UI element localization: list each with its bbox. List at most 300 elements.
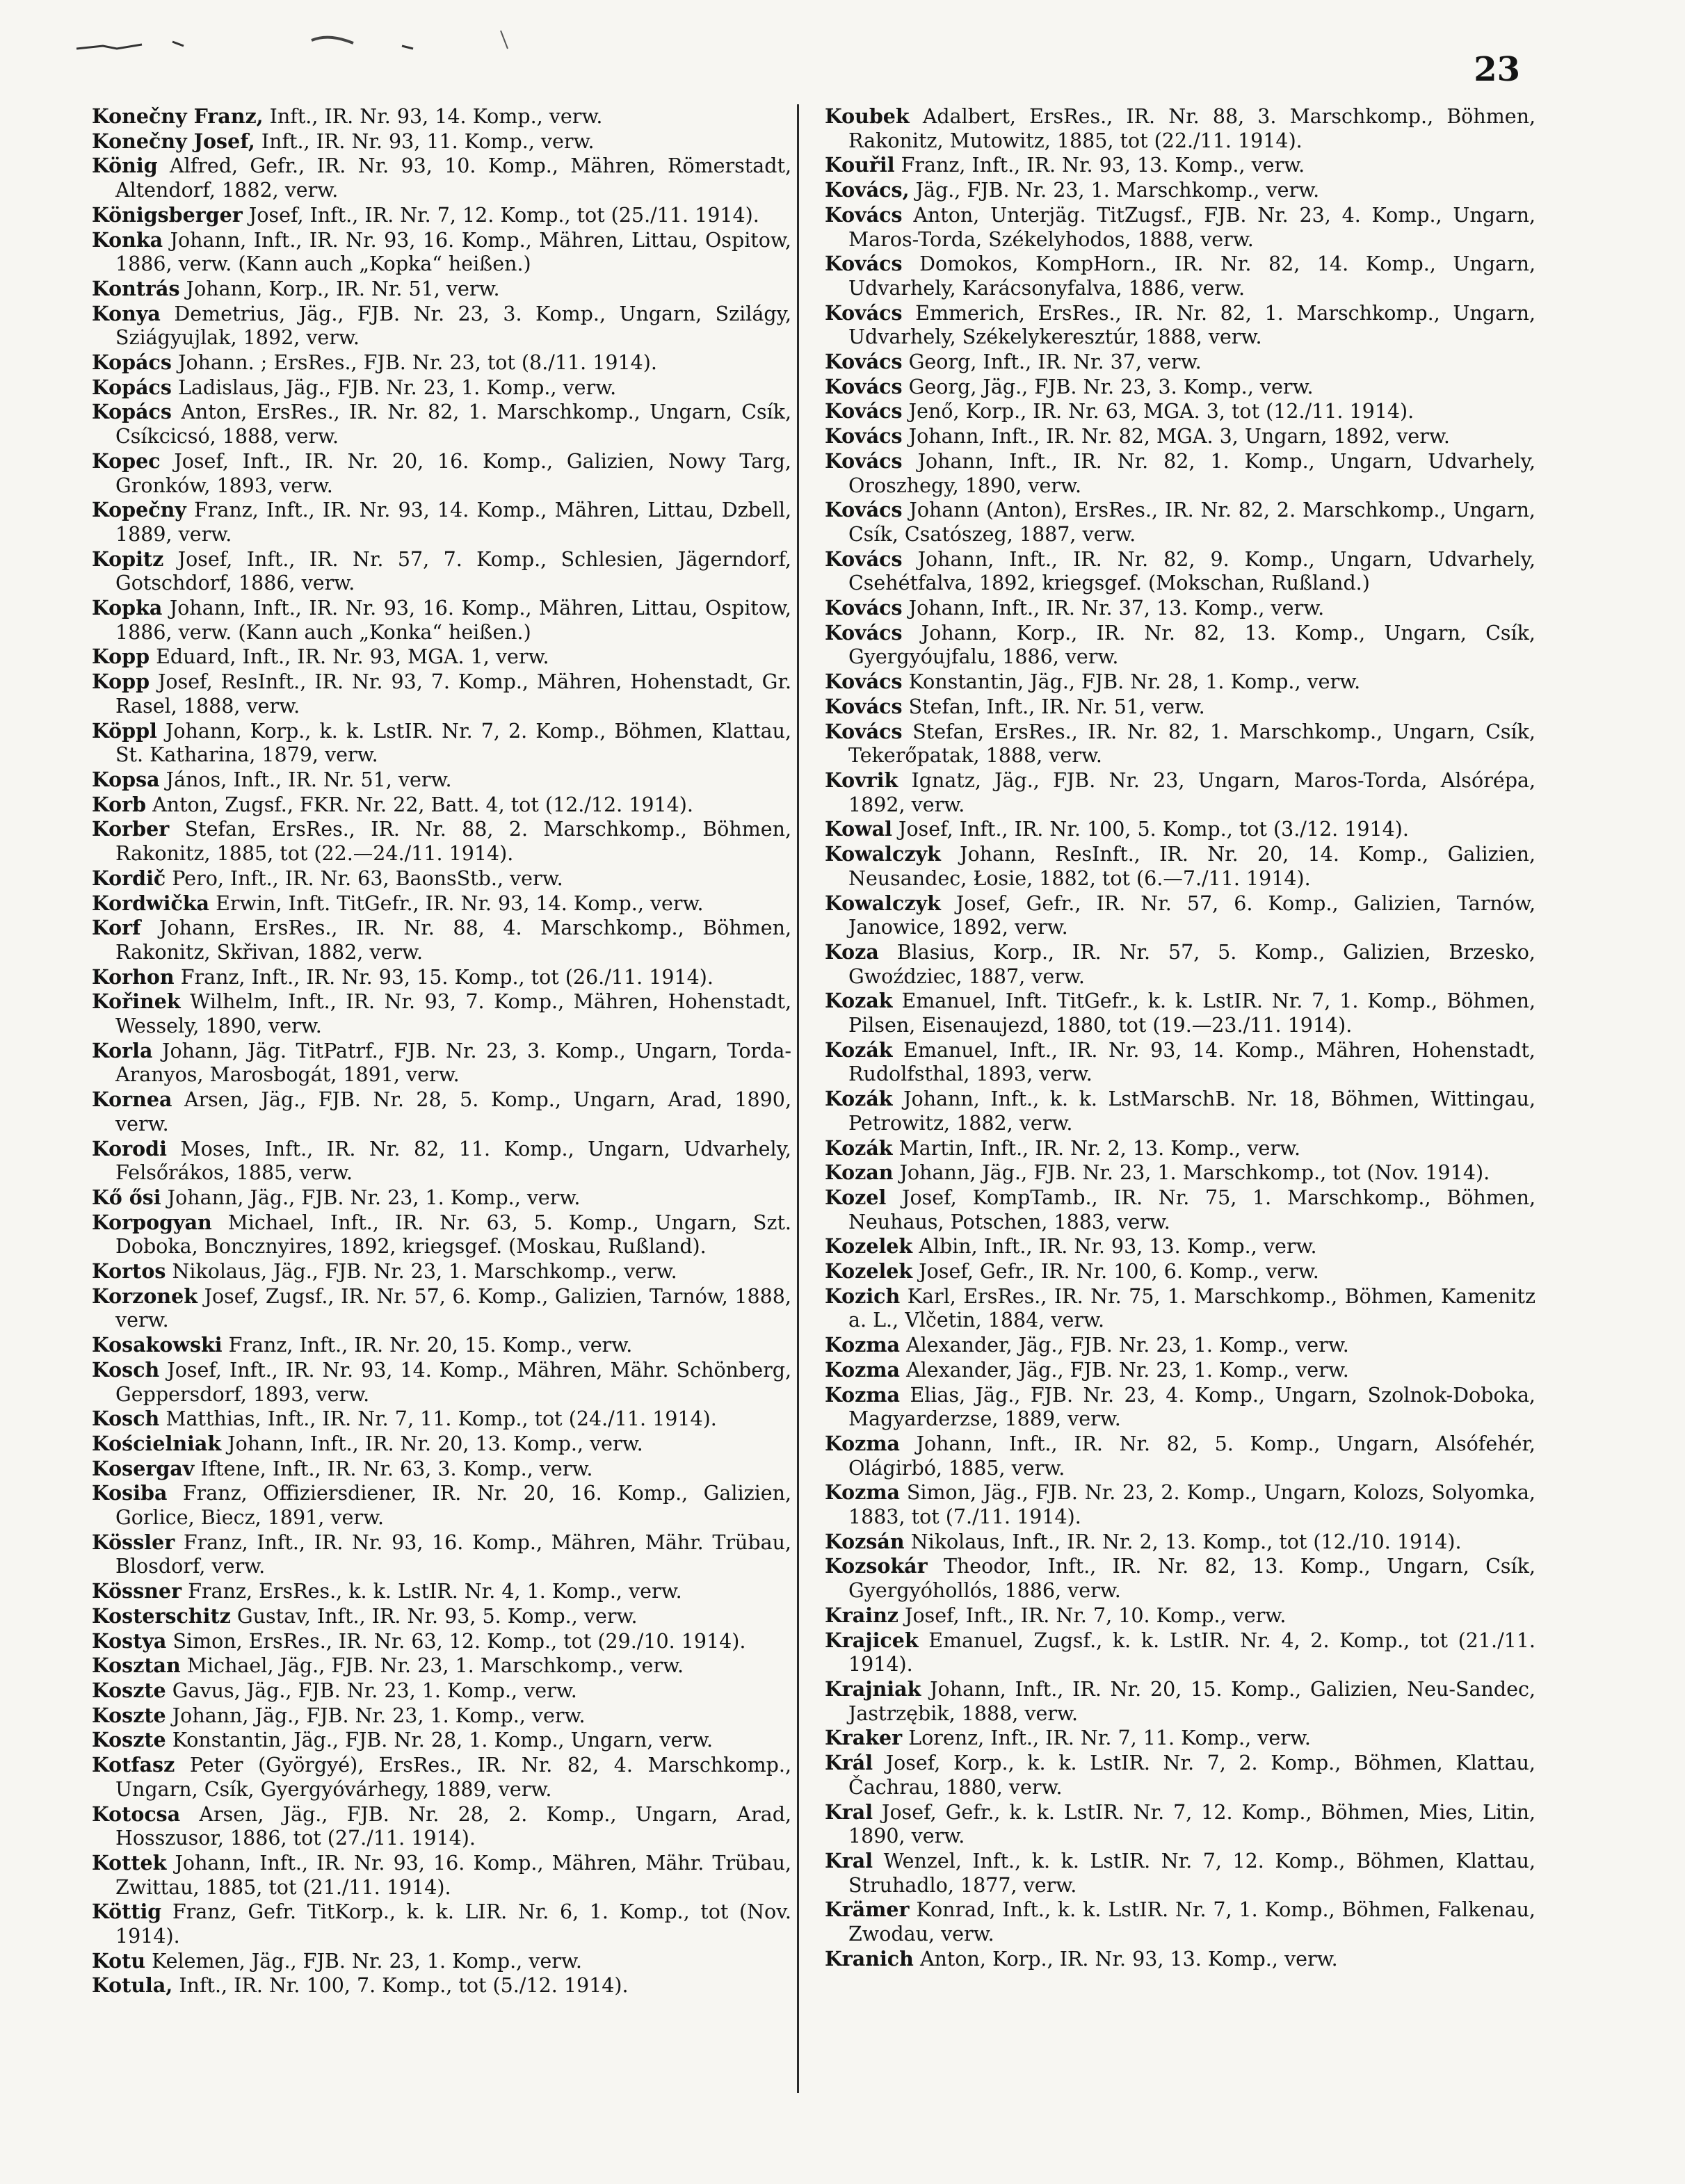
entry-details: Johann, ResInft., IR. Nr. 20, 14. Komp., Galizien, Neusandec, Łosie, 1882, tot (6.—7./11. 1914). — [848, 843, 1536, 890]
entry-details: Matthias, Inft., IR. Nr. 7, 11. Komp., tot (24./11. 1914). — [166, 1407, 717, 1431]
register-entry — [92, 719, 791, 768]
entry-surname: Kotfasz — [92, 1753, 175, 1777]
register-entry — [825, 449, 1535, 498]
entry-details: Josef, Gefr., IR. Nr. 57, 6. Komp., Galizien, Tarnów, Janowice, 1892, verw. — [848, 891, 1536, 939]
entry-details: Franz, Inft., IR. Nr. 93, 14. Komp., Mähren, Littau, Dzbell, 1889, verw. — [115, 499, 791, 546]
entry-surname: Kouřil — [825, 153, 895, 177]
register-entry — [92, 916, 791, 964]
entry-surname: Kozel — [825, 1185, 887, 1209]
entry-surname: Kozák — [825, 1135, 893, 1160]
entry-surname: Koszte — [92, 1703, 166, 1727]
register-entry — [92, 1851, 791, 1900]
register-entry — [825, 1800, 1535, 1849]
entry-details: Jenő, Korp., IR. Nr. 63, MGA. 3, tot (12./11. 1914). — [908, 400, 1414, 423]
entry-details: Johann, Korp., k. k. LstIR. Nr. 7, 2. Komp., Böhmen, Klattau, St. Katharina, 1879, verw. — [115, 719, 791, 767]
entry-details: Josef, Korp., k. k. LstIR. Nr. 7, 2. Komp., Böhmen, Klattau, Čachrau, 1880, verw. — [848, 1752, 1535, 1799]
register-entry — [92, 1802, 791, 1851]
register-entry — [92, 400, 791, 448]
entry-surname: Kovács, — [825, 178, 910, 202]
register-entry — [825, 1628, 1535, 1677]
register-entry — [825, 1333, 1535, 1358]
page-number: 23 — [1474, 50, 1520, 89]
entry-details: Martin, Inft., IR. Nr. 2, 13. Komp., verw. — [898, 1136, 1301, 1160]
register-entry — [92, 1629, 791, 1654]
entry-surname: Kő ősi — [92, 1185, 161, 1209]
register-entry — [825, 1898, 1535, 1946]
register-entry — [825, 203, 1535, 252]
entry-surname: Kottek — [92, 1850, 167, 1875]
entry-details: Johann, Jäg., FJB. Nr. 23, 1. Marschkomp., tot (Nov. 1914). — [899, 1161, 1490, 1185]
register-entry — [92, 1653, 791, 1679]
entry-surname: Krajicek — [825, 1628, 919, 1652]
register-entry — [92, 989, 791, 1038]
entry-details: Gavus, Jäg., FJB. Nr. 23, 1. Komp., verw. — [172, 1679, 577, 1702]
entry-surname: Kosakowski — [92, 1333, 223, 1357]
entry-details: Iftene, Inft., IR. Nr. 63, 3. Komp., verw. — [200, 1457, 593, 1480]
register-entry — [92, 645, 791, 670]
entry-details: Inft., IR. Nr. 93, 11. Komp., verw. — [261, 129, 595, 153]
register-entry — [92, 1284, 791, 1333]
entry-details: Johann, Jäg., FJB. Nr. 23, 1. Komp., verw. — [172, 1704, 586, 1727]
entry-surname: Konečny Josef, — [92, 129, 255, 153]
entry-details: Emanuel, Inft. TitGefr., k. k. LstIR. Nr. 7, 1. Komp., Böhmen, Pilsen, Eisenaujezd, 1880, tot (19.—23./11. 1914). — [848, 989, 1536, 1037]
entry-details: Emanuel, Zugsf., k. k. LstIR. Nr. 4, 2. Komp., tot (21./11. 1914). — [848, 1628, 1535, 1676]
entry-surname: Kowalczyk — [825, 842, 941, 866]
entry-surname: Kornea — [92, 1087, 172, 1112]
column-divider — [797, 104, 799, 2093]
register-entry — [92, 1432, 791, 1457]
entry-surname: Kopp — [92, 670, 150, 694]
entry-details: Johann, Inft., IR. Nr. 20, 15. Komp., Galizien, Neu-Sandec, Jastrzębik, 1888, verw. — [848, 1678, 1536, 1725]
entry-details: Josef, KompTamb., IR. Nr. 75, 1. Marschkomp., Böhmen, Neuhaus, Potschen, 1883, verw. — [848, 1186, 1536, 1233]
entry-surname: Kozák — [825, 1087, 893, 1111]
entry-details: Inft., IR. Nr. 93, 14. Komp., verw. — [269, 105, 603, 128]
entry-surname: Koza — [825, 939, 879, 964]
register-entry — [92, 498, 791, 547]
register-entry — [92, 1753, 791, 1802]
entry-surname: Krämer — [825, 1898, 910, 1922]
entry-surname: Kral — [825, 1848, 873, 1872]
entry-details: Johann, Jäg. TitPatrf., FJB. Nr. 23, 3. Komp., Ungarn, Torda-Aranyos, Marosbogát, 1891, verw. — [115, 1039, 791, 1087]
entry-details: Johann (Anton), ErsRes., IR. Nr. 82, 2. Marschkomp., Ungarn, Csík, Csatószeg, 1887, verw. — [848, 499, 1535, 546]
entry-surname: Kozak — [825, 989, 893, 1013]
entry-surname: Kosch — [92, 1407, 160, 1431]
entry-surname: Kopács — [92, 400, 172, 424]
register-entry — [825, 498, 1535, 547]
entry-details: Emmerich, ErsRes., IR. Nr. 82, 1. Marschkomp., Ungarn, Udvarhely, Székelykeresztúr, 1888, verw. — [848, 301, 1536, 349]
register-entry — [92, 1333, 791, 1358]
register-entry — [825, 1603, 1535, 1628]
entry-surname: Koszte — [92, 1679, 166, 1702]
register-entry — [825, 301, 1535, 350]
register-entry — [92, 866, 791, 891]
entry-details: Wilhelm, Inft., IR. Nr. 93, 7. Komp., Mähren, Hohenstadt, Wessely, 1890, verw. — [115, 990, 792, 1038]
register-entry — [92, 1087, 791, 1136]
entry-surname: Kosiba — [92, 1481, 168, 1505]
entry-details: Arsen, Jäg., FJB. Nr. 28, 5. Komp., Ungarn, Arad, 1890, verw. — [115, 1088, 791, 1135]
entry-surname: Král — [825, 1751, 873, 1775]
entry-details: Simon, ErsRes., IR. Nr. 63, 12. Komp., tot (29./10. 1914). — [172, 1629, 746, 1653]
entry-details: Karl, ErsRes., IR. Nr. 75, 1. Marschkomp., Böhmen, Kamenitz a. L., Vlčetin, 1884, verw. — [848, 1284, 1535, 1332]
register-entry — [92, 1973, 791, 1998]
entry-details: Anton, Unterjäg. TitZugsf., FJB. Nr. 23, 4. Komp., Ungarn, Maros-Torda, Székelyhodos, 1888, verw. — [848, 203, 1535, 251]
entry-details: Josef, Gefr., IR. Nr. 100, 6. Komp., verw. — [919, 1260, 1319, 1284]
entry-surname: Kozma — [825, 1333, 900, 1357]
entry-surname: Kowal — [825, 817, 892, 841]
entry-surname: Kozsokár — [825, 1554, 928, 1578]
entry-details: Josef, Inft., IR. Nr. 20, 16. Komp., Galizien, Nowy Targ, Gronków, 1893, verw. — [115, 449, 791, 497]
entry-details: Johann, ErsRes., IR. Nr. 88, 4. Marschkomp., Böhmen, Rakonitz, Skřivan, 1882, verw. — [115, 916, 792, 964]
entry-surname: Kovács — [825, 547, 903, 571]
entry-details: Ladislaus, Jäg., FJB. Nr. 23, 1. Komp., verw. — [178, 375, 617, 399]
register-entry — [825, 1726, 1535, 1751]
register-entry — [825, 1849, 1535, 1898]
register-entry — [825, 621, 1535, 670]
entry-details: Erwin, Inft. TitGefr., IR. Nr. 93, 14. Komp., verw. — [216, 891, 704, 915]
entry-details: János, Inft., IR. Nr. 51, verw. — [166, 768, 452, 791]
entry-surname: Kovács — [825, 374, 903, 398]
entry-surname: Kopka — [92, 596, 163, 620]
register-entry — [92, 1679, 791, 1704]
entry-surname: Kovács — [825, 350, 903, 374]
register-entry — [92, 1579, 791, 1604]
register-entry — [92, 277, 791, 302]
entry-surname: Korber — [92, 817, 170, 841]
entry-details: Wenzel, Inft., k. k. LstIR. Nr. 7, 12. Komp., Böhmen, Klattau, Struhadlo, 1877, verw. — [848, 1849, 1536, 1897]
entry-surname: Kopács — [92, 350, 172, 375]
register-entry — [825, 178, 1535, 203]
register-entry — [825, 1554, 1535, 1603]
entry-details: Albin, Inft., IR. Nr. 93, 13. Komp., verw. — [919, 1235, 1317, 1259]
register-entry — [92, 1530, 791, 1579]
entry-surname: Köppl — [92, 718, 157, 743]
entry-surname: Köttig — [92, 1900, 162, 1924]
entry-details: Pero, Inft., IR. Nr. 63, BaonsStb., verw. — [172, 866, 563, 890]
entry-details: Stefan, ErsRes., IR. Nr. 82, 1. Marschkomp., Ungarn, Csík, Tekerőpatak, 1888, verw. — [848, 720, 1535, 768]
entry-surname: Kovács — [825, 448, 903, 473]
register-entry — [92, 129, 791, 154]
entry-surname: Kral — [825, 1799, 873, 1824]
entry-surname: Kovács — [825, 202, 903, 227]
register-entry — [825, 252, 1535, 300]
register-entry — [825, 375, 1535, 400]
register-entry — [92, 104, 791, 129]
entry-surname: Koubek — [825, 104, 910, 128]
entry-surname: Kořinek — [92, 989, 181, 1014]
entry-surname: Kozelek — [825, 1259, 913, 1284]
entry-details: Johann, Inft., IR. Nr. 20, 13. Komp., verw. — [227, 1432, 643, 1455]
entry-details: Johann. ; ErsRes., FJB. Nr. 23, tot (8./11. 1914). — [178, 351, 657, 375]
entry-surname: Kovács — [825, 596, 903, 620]
entry-surname: Korpogyan — [92, 1210, 212, 1234]
register-entry — [92, 817, 791, 866]
entry-details: Josef, Inft., IR. Nr. 93, 14. Komp., Mähren, Mähr. Schönberg, Geppersdorf, 1893, verw. — [115, 1358, 791, 1406]
entry-details: Josef, Gefr., k. k. LstIR. Nr. 7, 12. Komp., Böhmen, Mies, Litin, 1890, verw. — [848, 1800, 1536, 1848]
entry-details: Adalbert, ErsRes., IR. Nr. 88, 3. Marschkomp., Böhmen, Rakonitz, Mutowitz, 1885, tot (22./11. 1914). — [848, 105, 1535, 152]
register-entry — [825, 817, 1535, 842]
entry-surname: Kotocsa — [92, 1802, 181, 1826]
register-entry — [92, 891, 791, 916]
entry-surname: Kovács — [825, 498, 903, 522]
register-entry — [825, 989, 1535, 1037]
entry-details: Johann, Inft., IR. Nr. 82, 1. Komp., Ungarn, Udvarhely, Oroszhegy, 1890, verw. — [848, 449, 1535, 497]
entry-details: Johann, Korp., IR. Nr. 51, verw. — [186, 277, 500, 300]
entry-details: Johann, Inft., k. k. LstMarschB. Nr. 18, Böhmen, Wittingau, Petrowitz, 1882, verw. — [848, 1087, 1536, 1135]
entry-details: Inft., IR. Nr. 100, 7. Komp., tot (5./12. 1914). — [179, 1974, 629, 1998]
entry-details: Josef, Inft., IR. Nr. 7, 12. Komp., tot (25./11. 1914). — [248, 203, 759, 227]
entry-details: Demetrius, Jäg., FJB. Nr. 23, 3. Komp., Ungarn, Szilágy, Sziágyujlak, 1892, verw. — [115, 302, 791, 350]
entry-surname: Kovács — [825, 694, 903, 718]
entry-surname: Kovács — [825, 424, 903, 448]
entry-surname: Kosztan — [92, 1653, 181, 1678]
register-entry — [825, 891, 1535, 940]
entry-surname: Korhon — [92, 964, 175, 989]
entry-surname: Kozma — [825, 1382, 900, 1407]
entry-surname: Kozma — [825, 1357, 900, 1382]
register-entry — [92, 203, 791, 228]
entry-details: Nikolaus, Inft., IR. Nr. 2, 13. Komp., tot (12./10. 1914). — [910, 1530, 1462, 1553]
entry-surname: Kopečny — [92, 498, 186, 522]
entry-surname: Kosterschitz — [92, 1603, 231, 1628]
entry-surname: Kosergav — [92, 1456, 195, 1480]
register-entry — [92, 1259, 791, 1284]
entry-surname: Konka — [92, 227, 163, 252]
entry-surname: Kovrik — [825, 768, 898, 792]
entry-surname: Kordič — [92, 866, 166, 890]
entry-details: Franz, Inft., IR. Nr. 93, 13. Komp., verw. — [901, 154, 1305, 177]
register-entry — [825, 1530, 1535, 1555]
register-entry — [92, 670, 791, 718]
register-entry — [92, 154, 791, 202]
entry-details: Lorenz, Inft., IR. Nr. 7, 11. Komp., verw. — [908, 1726, 1311, 1750]
entry-details: Anton, ErsRes., IR. Nr. 82, 1. Marschkomp., Ungarn, Csík, Csíkcicsó, 1888, verw. — [115, 401, 792, 448]
register-entry — [825, 940, 1535, 989]
register-entry — [92, 1358, 791, 1407]
entry-surname: Kościelniak — [92, 1431, 222, 1455]
entry-surname: Kössner — [92, 1579, 182, 1603]
register-entry — [825, 720, 1535, 768]
right-column — [825, 104, 1535, 1971]
register-entry — [92, 1137, 791, 1186]
entry-details: Franz, Inft., IR. Nr. 93, 16. Komp., Mähren, Mähr. Trübau, Blosdorf, verw. — [115, 1530, 791, 1578]
entry-details: Konrad, Inft., k. k. LstIR. Nr. 7, 1. Komp., Böhmen, Falkenau, Zwodau, verw. — [848, 1898, 1535, 1946]
entry-surname: Kovács — [825, 620, 903, 645]
register-entry — [825, 842, 1535, 891]
entry-surname: Kosch — [92, 1357, 160, 1382]
register-entry — [92, 350, 791, 375]
register-entry — [92, 1949, 791, 1974]
register-entry — [92, 1728, 791, 1753]
register-entry — [825, 1432, 1535, 1480]
entry-surname: Kortos — [92, 1259, 166, 1284]
entry-details: Stefan, ErsRes., IR. Nr. 88, 2. Marschkomp., Böhmen, Rakonitz, 1885, tot (22.—24./11. 1914). — [115, 818, 791, 866]
entry-details: Michael, Inft., IR. Nr. 63, 5. Komp., Ungarn, Szt. Doboka, Boncznyires, 1892, kriegsgef. (Moskau, Rußland). — [115, 1211, 791, 1259]
entry-surname: Kopács — [92, 375, 172, 399]
register-entry — [825, 1259, 1535, 1284]
register-entry — [92, 1900, 791, 1948]
register-entry — [825, 670, 1535, 695]
register-entry — [825, 399, 1535, 424]
register-entry — [825, 1186, 1535, 1234]
entry-surname: Kozsán — [825, 1529, 905, 1553]
entry-surname: Kopec — [92, 448, 161, 473]
entry-details: Moses, Inft., IR. Nr. 82, 11. Komp., Ungarn, Udvarhely, Felsőrákos, 1885, verw. — [115, 1137, 791, 1185]
entry-surname: Kostya — [92, 1628, 167, 1653]
entry-surname: Korodi — [92, 1136, 167, 1160]
register-entry — [92, 596, 791, 645]
register-entry — [92, 547, 791, 596]
entry-surname: Kopitz — [92, 547, 164, 571]
entry-details: Franz, ErsRes., k. k. LstIR. Nr. 4, 1. Komp., verw. — [188, 1580, 682, 1603]
register-entry — [92, 965, 791, 990]
left-column — [92, 104, 791, 1998]
register-entry — [825, 1087, 1535, 1135]
entry-details: Kelemen, Jäg., FJB. Nr. 23, 1. Komp., verw. — [152, 1949, 582, 1973]
register-entry — [92, 302, 791, 350]
entry-details: Josef, ResInft., IR. Nr. 93, 7. Komp., Mähren, Hohenstadt, Gr. Rasel, 1888, verw. — [115, 670, 792, 718]
register-entry — [92, 1604, 791, 1629]
entry-details: Georg, Jäg., FJB. Nr. 23, 3. Komp., verw. — [908, 375, 1314, 398]
entry-surname: Kovács — [825, 300, 903, 325]
entry-surname: König — [92, 154, 158, 178]
entry-surname: Krajniak — [825, 1677, 921, 1701]
register-entry — [825, 1383, 1535, 1432]
entry-details: Johann, Inft., IR. Nr. 93, 16. Komp., Mähren, Mähr. Trübau, Zwittau, 1885, tot (21./11. 1914). — [115, 1851, 791, 1899]
entry-surname: Konya — [92, 301, 161, 325]
entry-details: Franz, Gefr. TitKorp., k. k. LIR. Nr. 6, 1. Komp., tot (Nov. 1914). — [115, 1900, 791, 1948]
entry-details: Josef, Inft., IR. Nr. 100, 5. Komp., tot (3./12. 1914). — [898, 818, 1409, 841]
register-entry — [92, 793, 791, 818]
entry-details: Alfred, Gefr., IR. Nr. 93, 10. Komp., Mähren, Römerstadt, Altendorf, 1882, verw. — [115, 154, 792, 202]
entry-surname: Krainz — [825, 1603, 898, 1627]
entry-details: Alexander, Jäg., FJB. Nr. 23, 1. Komp., verw. — [906, 1334, 1349, 1357]
entry-details: Georg, Inft., IR. Nr. 37, verw. — [908, 350, 1202, 374]
entry-surname: Kopsa — [92, 767, 160, 791]
register-entry — [92, 1186, 791, 1211]
entry-surname: Königsberger — [92, 202, 243, 227]
entry-surname: Kopp — [92, 645, 150, 669]
register-entry — [825, 1677, 1535, 1726]
register-entry — [825, 153, 1535, 178]
entry-details: Josef, Inft., IR. Nr. 7, 10. Komp., verw. — [905, 1603, 1287, 1627]
entry-details: Josef, Zugsf., IR. Nr. 57, 6. Komp., Galizien, Tarnów, 1888, verw. — [115, 1284, 791, 1332]
register-entry — [825, 104, 1535, 153]
register-entry — [825, 1284, 1535, 1333]
register-entry — [825, 1038, 1535, 1087]
register-entry — [92, 375, 791, 401]
register-entry — [825, 1947, 1535, 1972]
entry-details: Franz, Inft., IR. Nr. 93, 15. Komp., tot (26./11. 1914). — [180, 965, 713, 989]
register-entry — [825, 1234, 1535, 1259]
entry-surname: Kowalczyk — [825, 891, 941, 915]
register-entry — [825, 1358, 1535, 1383]
entry-details: Elias, Jäg., FJB. Nr. 23, 4. Komp., Ungarn, Szolnok-Doboka, Magyarderzse, 1889, verw. — [848, 1383, 1535, 1431]
entry-details: Konstantin, Jäg., FJB. Nr. 28, 1. Komp., Ungarn, verw. — [172, 1729, 713, 1752]
entry-surname: Kovács — [825, 719, 903, 743]
entry-surname: Kozan — [825, 1160, 894, 1185]
entry-details: Johann, Inft., IR. Nr. 93, 16. Komp., Mähren, Littau, Ospitow, 1886, verw. (Kann auch „Kopka“ heißen.) — [115, 228, 791, 276]
entry-surname: Kordwička — [92, 891, 210, 915]
entry-details: Johann, Inft., IR. Nr. 82, 5. Komp., Ungarn, Alsófehér, Olágirbó, 1885, verw. — [848, 1432, 1535, 1480]
entry-details: Domokos, KompHorn., IR. Nr. 82, 14. Komp., Ungarn, Udvarhely, Karácsonyfalva, 1886, verw. — [848, 252, 1536, 300]
register-entry — [825, 547, 1535, 596]
register-entry — [92, 1211, 791, 1259]
register-entry — [825, 350, 1535, 375]
entry-surname: Kössler — [92, 1530, 175, 1554]
entry-details: Konstantin, Jäg., FJB. Nr. 28, 1. Komp., verw. — [908, 670, 1361, 694]
entry-surname: Kraker — [825, 1726, 903, 1750]
entry-surname: Konečny Franz, — [92, 104, 264, 128]
entry-details: Blasius, Korp., IR. Nr. 57, 5. Komp., Galizien, Brzesko, Gwoździec, 1887, verw. — [848, 940, 1535, 988]
entry-details: Alexander, Jäg., FJB. Nr. 23, 1. Komp., verw. — [906, 1358, 1349, 1382]
entry-details: Jäg., FJB. Nr. 23, 1. Marschkomp., verw. — [915, 179, 1320, 202]
entry-details: Johann, Jäg., FJB. Nr. 23, 1. Komp., verw. — [167, 1186, 581, 1209]
entry-surname: Kozich — [825, 1284, 901, 1308]
entry-details: Johann, Inft., IR. Nr. 82, 9. Komp., Ungarn, Udvarhely, Csehétfalva, 1892, kriegsgef. (Mokschan, Rußland.) — [848, 547, 1535, 595]
entry-details: Johann, Inft., IR. Nr. 93, 16. Komp., Mähren, Littau, Ospitow, 1886, verw. (Kann auch „Konka“ heißen.) — [115, 597, 791, 644]
entry-details: Emanuel, Inft., IR. Nr. 93, 14. Komp., Mähren, Hohenstadt, Rudolfsthal, 1893, verw. — [848, 1038, 1535, 1086]
entry-details: Franz, Offiziersdiener, IR. Nr. 20, 16. Komp., Galizien, Gorlice, Biecz, 1891, verw. — [115, 1482, 792, 1530]
entry-surname: Kozma — [825, 1431, 900, 1455]
register-entry — [825, 695, 1535, 720]
register-entry — [825, 1480, 1535, 1529]
entry-details: Stefan, Inft., IR. Nr. 51, verw. — [908, 695, 1205, 718]
entry-details: Eduard, Inft., IR. Nr. 93, MGA. 1, verw. — [156, 645, 549, 669]
register-entry — [92, 1704, 791, 1729]
entry-details: Simon, Jäg., FJB. Nr. 23, 2. Komp., Ungarn, Kolozs, Solyomka, 1883, tot (7./11. 1914). — [848, 1481, 1535, 1529]
register-entry — [825, 424, 1535, 449]
entry-details: Johann, Inft., IR. Nr. 82, MGA. 3, Ungarn, 1892, verw. — [908, 425, 1450, 448]
entry-surname: Kozelek — [825, 1234, 913, 1259]
register-entry — [825, 1751, 1535, 1799]
entry-surname: Kontrás — [92, 276, 180, 300]
entry-details: Johann, Inft., IR. Nr. 37, 13. Komp., verw. — [908, 597, 1325, 620]
register-entry — [92, 449, 791, 498]
entry-surname: Kovács — [825, 399, 903, 423]
entry-details: Michael, Jäg., FJB. Nr. 23, 1. Marschkomp., verw. — [186, 1654, 684, 1678]
entry-surname: Kozák — [825, 1037, 893, 1062]
entry-details: Ignatz, Jäg., FJB. Nr. 23, Ungarn, Maros-Torda, Alsórépa, 1892, verw. — [848, 768, 1536, 816]
register-entry — [825, 596, 1535, 621]
register-entry — [825, 1136, 1535, 1161]
entry-surname: Kotu — [92, 1948, 146, 1973]
entry-surname: Kovács — [825, 252, 903, 276]
entry-details: Franz, Inft., IR. Nr. 20, 15. Komp., verw. — [228, 1334, 633, 1357]
register-entry — [825, 768, 1535, 817]
entry-surname: Kozma — [825, 1480, 900, 1505]
entry-details: Anton, Zugsf., FKR. Nr. 22, Batt. 4, tot (12./12. 1914). — [152, 793, 693, 816]
entry-surname: Kovács — [825, 670, 903, 694]
entry-details: Peter (Györgyé), ErsRes., IR. Nr. 82, 4. Marschkomp., Ungarn, Csík, Gyergyóvárhegy, 1889, verw. — [115, 1754, 791, 1801]
entry-surname: Koszte — [92, 1728, 166, 1752]
entry-details: Josef, Inft., IR. Nr. 57, 7. Komp., Schlesien, Jägerndorf, Gotschdorf, 1886, verw. — [115, 547, 791, 595]
register-entry — [92, 228, 791, 277]
entry-surname: Korf — [92, 916, 141, 940]
register-entry — [92, 1481, 791, 1530]
entry-surname: Kotula, — [92, 1973, 173, 1998]
entry-surname: Korla — [92, 1038, 153, 1062]
register-entry — [92, 1407, 791, 1432]
register-entry — [92, 1039, 791, 1087]
entry-details: Nikolaus, Jäg., FJB. Nr. 23, 1. Marschkomp., verw. — [172, 1260, 677, 1284]
entry-surname: Korb — [92, 792, 147, 816]
register-entry — [92, 1457, 791, 1482]
scan-artifact-marks — [75, 28, 604, 53]
entry-details: Anton, Korp., IR. Nr. 93, 13. Komp., verw. — [919, 1947, 1338, 1971]
entry-details: Gustav, Inft., IR. Nr. 93, 5. Komp., verw. — [236, 1604, 638, 1628]
register-entry — [825, 1160, 1535, 1186]
register-entry — [92, 768, 791, 793]
